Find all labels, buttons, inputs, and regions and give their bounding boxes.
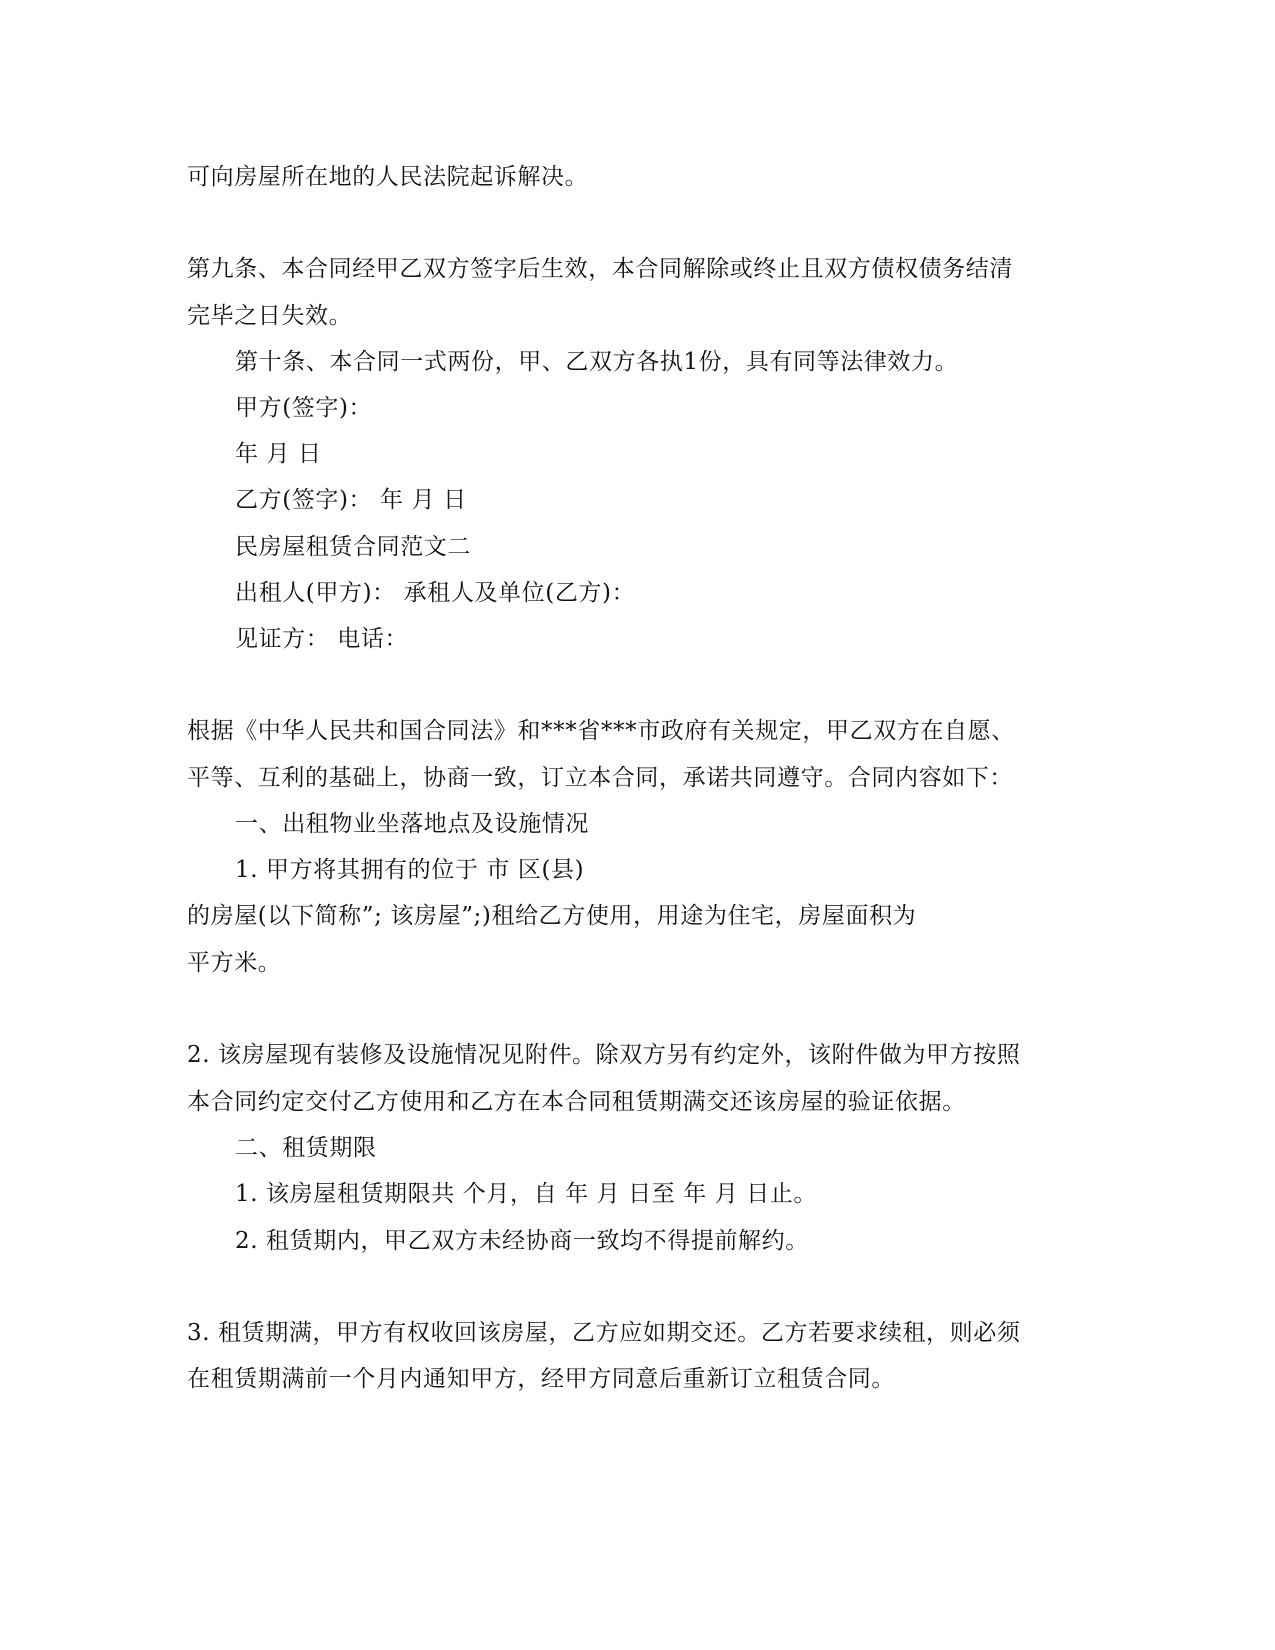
text-line: 第十条、本合同一式两份，甲、乙双方各执1份，具有同等法律效力。 xyxy=(235,349,959,375)
text-line: 甲方(签字)： xyxy=(235,395,373,421)
text-line: 1. 甲方将其拥有的位于 市 区(县) xyxy=(235,857,585,883)
text-line: 3. 租赁期满，甲方有权收回该房屋，乙方应如期交还。乙方若要求续租，则必须 xyxy=(187,1320,1021,1346)
text-line: 年 月 日 xyxy=(235,441,322,467)
text-line: 乙方(签字)： 年 月 日 xyxy=(235,487,467,513)
text-line: 根据《中华人民共和国合同法》和***省***市政府有关规定，甲乙双方在自愿、 xyxy=(187,718,1015,744)
text-line: 1. 该房屋租赁期限共 个月，自 年 月 日至 年 月 日止。 xyxy=(235,1181,818,1207)
text-line: 一、出租物业坐落地点及设施情况 xyxy=(235,811,589,837)
text-line: 平等、互利的基础上，协商一致，订立本合同，承诺共同遵守。合同内容如下： xyxy=(187,765,1013,791)
text-line: 第九条、本合同经甲乙双方签字后生效，本合同解除或终止且双方债权债务结清 xyxy=(187,256,1013,282)
text-line: 的房屋(以下简称”; 该房屋”;)租给乙方使用，用途为住宅，房屋面积为 xyxy=(187,903,917,929)
text-line: 二、租赁期限 xyxy=(235,1135,377,1161)
text-line: 见证方： 电话： xyxy=(235,626,409,652)
text-line: 本合同约定交付乙方使用和乙方在本合同租赁期满交还该房屋的验证依据。 xyxy=(187,1089,966,1115)
text-line: 出租人(甲方)： 承租人及单位(乙方)： xyxy=(235,580,636,606)
text-line: 2. 该房屋现有装修及设施情况见附件。除双方另有约定外，该附件做为甲方按照 xyxy=(187,1042,1021,1068)
text-line: 在租赁期满前一个月内通知甲方，经甲方同意后重新订立租赁合同。 xyxy=(187,1366,895,1392)
text-line: 民房屋租赁合同范文二 xyxy=(235,534,471,560)
text-line: 2. 租赁期内，甲乙双方未经协商一致均不得提前解约。 xyxy=(235,1228,809,1254)
text-line: 可向房屋所在地的人民法院起诉解决。 xyxy=(187,164,589,190)
text-line: 平方米。 xyxy=(187,950,282,976)
text-line: 完毕之日失效。 xyxy=(187,303,353,329)
